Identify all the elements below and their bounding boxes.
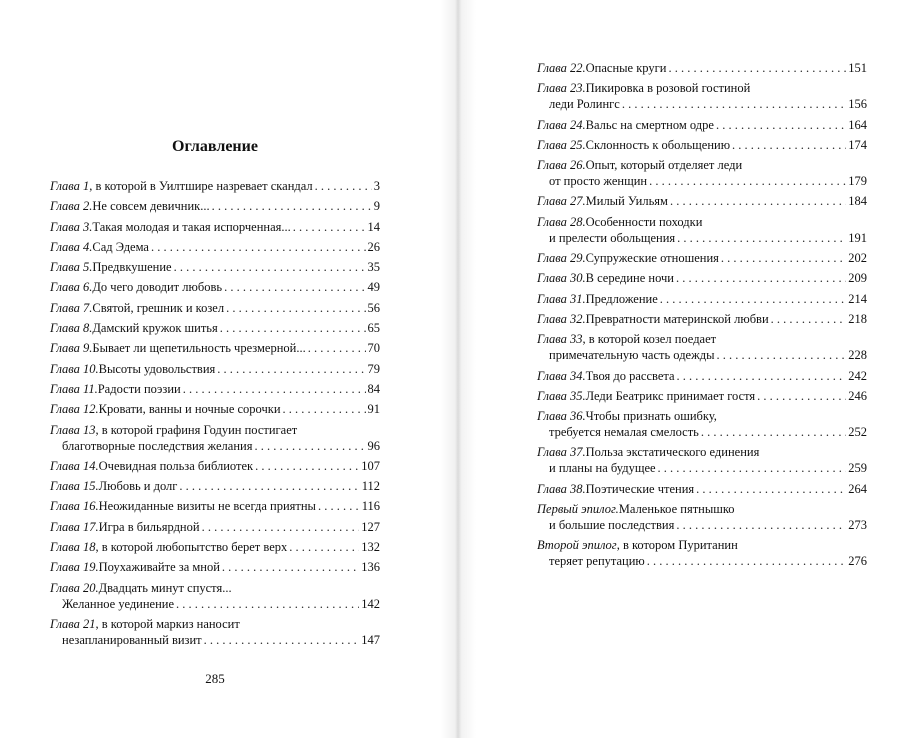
toc-entry — [537, 388, 867, 404]
dot-leader — [255, 458, 359, 474]
toc-entry-line — [50, 596, 380, 612]
dot-leader — [318, 498, 360, 514]
toc-entry-line — [537, 331, 867, 347]
chapter-page-number: 65 — [367, 321, 380, 336]
chapter-page-number: 136 — [361, 560, 380, 575]
chapter-label: Глава 13 — [50, 422, 96, 437]
toc-entry-line — [537, 291, 867, 307]
toc-entry-line — [537, 537, 867, 553]
dot-leader — [658, 460, 847, 476]
chapter-page-number: 179 — [848, 174, 867, 189]
chapter-label: Глава 21 — [50, 616, 96, 631]
dot-leader — [757, 388, 846, 404]
chapter-label: Глава 9. — [50, 341, 93, 356]
toc-entry-line — [50, 438, 380, 454]
toc-entry-line — [50, 259, 380, 275]
chapter-title: , в которой любопытство берет верх — [95, 540, 288, 555]
toc-entry — [537, 250, 867, 266]
toc-entry-line — [50, 632, 380, 648]
chapter-label: Глава 23. — [537, 81, 586, 96]
chapter-page-number: 132 — [361, 540, 380, 555]
toc-entry — [50, 498, 380, 514]
chapter-label: Глава 33 — [537, 332, 583, 347]
chapter-page-number: 112 — [361, 479, 380, 494]
chapter-label: Первый эпилог. — [537, 502, 619, 517]
chapter-title: , в которой козел поедает — [582, 332, 717, 347]
dot-leader — [622, 96, 846, 112]
toc-entry-line — [537, 96, 867, 112]
toc-list-left — [50, 178, 380, 652]
dot-leader — [283, 401, 366, 417]
chapter-title: , в котором Пуританин — [616, 538, 738, 553]
toc-entry — [537, 311, 867, 327]
dot-leader — [771, 311, 847, 327]
toc-entry-line — [537, 481, 867, 497]
chapter-title: Опасные круги — [585, 61, 667, 75]
chapter-title: Вальс на смертном одре — [585, 117, 714, 132]
toc-entry — [50, 559, 380, 575]
chapter-title: от просто женщин — [549, 174, 648, 189]
toc-entry — [537, 501, 867, 533]
chapter-title: Чтобы признать ошибку, — [585, 409, 717, 424]
toc-entry-line — [50, 279, 380, 295]
dot-leader — [670, 193, 846, 209]
chapter-page-number: 228 — [848, 348, 867, 363]
chapter-title: теряет репутацию — [549, 554, 645, 569]
chapter-title: Неожиданные визиты не всегда приятны — [98, 499, 316, 514]
chapter-label: Глава 32. — [537, 311, 586, 326]
chapter-label: Глава 28. — [537, 214, 586, 229]
chapter-title: Предвкушение — [92, 260, 172, 275]
chapter-page-number: 147 — [361, 632, 380, 647]
dot-leader — [224, 279, 365, 295]
chapter-title: и планы на будущее — [549, 461, 656, 476]
chapter-page-number: 70 — [367, 341, 380, 356]
chapter-page-number: 35 — [367, 260, 380, 275]
chapter-title: Леди Беатрикс принимает гостя — [585, 388, 756, 403]
chapter-label: Глава 4. — [50, 239, 93, 254]
toc-entry-line — [50, 219, 380, 235]
toc-entry — [50, 219, 380, 235]
toc-entry-line — [537, 388, 867, 404]
toc-entry — [50, 478, 380, 494]
chapter-page-number: 209 — [848, 271, 867, 286]
chapter-page-number: 142 — [361, 596, 380, 611]
toc-entry — [50, 519, 380, 535]
dot-leader — [308, 340, 366, 356]
toc-entry — [537, 80, 867, 112]
chapter-page-number: 84 — [367, 381, 380, 396]
toc-entry-line — [50, 320, 380, 336]
chapter-title: требуется немалая смелость — [549, 425, 699, 440]
dot-leader — [151, 239, 366, 255]
chapter-label: Глава 37. — [537, 445, 586, 460]
toc-entry — [50, 458, 380, 474]
chapter-label: Глава 31. — [537, 291, 586, 306]
chapter-label: Глава 18 — [50, 540, 96, 555]
toc-entry-line — [537, 157, 867, 173]
chapter-label: Глава 6. — [50, 280, 93, 295]
chapter-title: Поэтические чтения — [585, 481, 695, 496]
chapter-title: Польза экстатического единения — [585, 445, 760, 460]
toc-entry-line — [537, 408, 867, 424]
chapter-label: Глава 7. — [50, 300, 93, 315]
toc-entry-line — [537, 60, 867, 76]
chapter-page-number: 276 — [848, 554, 867, 569]
toc-entry-line — [537, 250, 867, 266]
chapter-page-number: 96 — [367, 438, 380, 453]
chapter-page-number: 242 — [848, 368, 867, 383]
chapter-page-number: 116 — [361, 499, 380, 514]
toc-entry-line — [537, 368, 867, 384]
chapter-title: леди Ролингс — [549, 97, 620, 112]
dot-leader — [676, 270, 846, 286]
chapter-label: Глава 11. — [50, 381, 98, 396]
chapter-label: Глава 19. — [50, 560, 99, 575]
chapter-label: Глава 1 — [50, 179, 90, 193]
page-number: 285 — [205, 671, 225, 686]
chapter-page-number: 79 — [367, 361, 380, 376]
dot-leader — [212, 198, 372, 214]
chapter-page-number: 184 — [848, 194, 867, 209]
toc-list-right — [537, 60, 867, 574]
chapter-label: Глава 15. — [50, 479, 99, 494]
toc-entry-line — [50, 519, 380, 535]
toc-entry-line — [537, 270, 867, 286]
chapter-title: Радости поэзии — [97, 381, 181, 396]
chapter-label: Глава 20. — [50, 580, 99, 595]
dot-leader — [701, 424, 846, 440]
toc-entry — [50, 401, 380, 417]
toc-entry-line — [537, 214, 867, 230]
chapter-page-number: 259 — [848, 461, 867, 476]
toc-entry-line — [537, 424, 867, 440]
toc-entry — [537, 117, 867, 133]
chapter-label: Глава 24. — [537, 117, 586, 132]
toc-entry-line — [50, 401, 380, 417]
toc-entry-line — [537, 137, 867, 153]
chapter-page-number: 264 — [848, 481, 867, 496]
dot-leader — [649, 173, 846, 189]
toc-entry — [50, 422, 380, 454]
chapter-title: Предложение — [585, 291, 658, 306]
chapter-label: Глава 5. — [50, 260, 93, 275]
toc-entry — [537, 270, 867, 286]
chapter-label: Глава 10. — [50, 361, 99, 376]
toc-entry-line — [50, 239, 380, 255]
toc-entry — [537, 481, 867, 497]
toc-entry — [537, 368, 867, 384]
toc-entry-line — [537, 517, 867, 533]
chapter-page-number: 14 — [367, 219, 380, 234]
toc-entry-line — [537, 193, 867, 209]
chapter-page-number: 91 — [367, 402, 380, 417]
toc-entry-line — [50, 458, 380, 474]
chapter-title: Дамский кружок шитья — [92, 321, 218, 336]
toc-entry — [537, 291, 867, 307]
toc-entry — [50, 198, 380, 214]
chapter-label: Глава 35. — [537, 388, 586, 403]
chapter-page-number: 246 — [848, 388, 867, 403]
dot-leader — [716, 117, 846, 133]
toc-entry — [537, 444, 867, 476]
dot-leader — [183, 381, 366, 397]
chapter-label: Второй эпилог — [537, 538, 617, 553]
toc-entry — [537, 537, 867, 569]
chapter-label: Глава 14. — [50, 458, 99, 473]
chapter-page-number: 202 — [848, 251, 867, 266]
dot-leader — [315, 178, 372, 194]
chapter-label: Глава 17. — [50, 519, 99, 534]
chapter-label: Глава 16. — [50, 499, 99, 514]
chapter-label: Глава 25. — [537, 137, 586, 152]
toc-entry-line — [537, 117, 867, 133]
chapter-label: Глава 3. — [50, 219, 93, 234]
toc-entry-line — [50, 381, 380, 397]
dot-leader — [677, 368, 847, 384]
chapter-title: Любовь и долг — [98, 479, 178, 494]
toc-entry-line — [537, 173, 867, 189]
chapter-title: Опыт, который отделяет леди — [585, 158, 743, 173]
toc-entry — [50, 539, 380, 555]
chapter-page-number: 191 — [848, 230, 867, 245]
chapter-page-number: 156 — [848, 97, 867, 112]
dot-leader — [179, 478, 359, 494]
chapter-title: Превратности материнской любви — [585, 311, 769, 326]
toc-entry — [50, 580, 380, 612]
chapter-title: Двадцать минут спустя... — [98, 580, 232, 595]
toc-entry — [537, 193, 867, 209]
chapter-title: Пикировка в розовой гостиной — [585, 81, 751, 96]
chapter-title: благотворные последствия желания — [62, 438, 253, 453]
chapter-title: Твоя до рассвета — [585, 368, 675, 383]
chapter-title: Маленькое пятнышко — [618, 502, 735, 517]
chapter-page-number: 3 — [373, 179, 380, 193]
toc-entry-line — [50, 539, 380, 555]
chapter-title: Кровати, ванны и ночные сорочки — [98, 402, 281, 417]
chapter-title: , в которой графиня Годуин постигает — [95, 422, 298, 437]
toc-entry-line — [537, 80, 867, 96]
toc-entry-line — [50, 178, 380, 194]
chapter-page-number: 151 — [848, 61, 867, 75]
dot-leader — [289, 539, 359, 555]
chapter-page-number: 252 — [848, 425, 867, 440]
chapter-title: Сад Эдема — [92, 239, 149, 254]
toc-entry — [537, 408, 867, 440]
chapter-title: Особенности походки — [585, 214, 703, 229]
toc-entry — [50, 239, 380, 255]
chapter-title: и большие последствия — [549, 518, 675, 533]
toc-entry-line — [50, 478, 380, 494]
chapter-title: Такая молодая и такая испорченная... — [92, 219, 291, 234]
toc-entry-line — [537, 347, 867, 363]
toc-entry — [537, 214, 867, 246]
chapter-title: Бывает ли щепетильность чрезмерной... — [92, 341, 306, 356]
dot-leader — [696, 481, 846, 497]
toc-entry — [50, 340, 380, 356]
dot-leader — [204, 632, 360, 648]
toc-entry-line — [50, 498, 380, 514]
chapter-title: Поухаживайте за мной — [98, 560, 220, 575]
chapter-page-number: 107 — [361, 458, 380, 473]
chapter-page-number: 174 — [848, 137, 867, 152]
dot-leader — [176, 596, 359, 612]
chapter-label: Глава 30. — [537, 271, 586, 286]
chapter-title: Не совсем девичник... — [92, 199, 210, 214]
chapter-title: До чего доводит любовь — [92, 280, 223, 295]
chapter-title: Высоты удовольствия — [98, 361, 216, 376]
dot-leader — [174, 259, 366, 275]
chapter-title: , в которой маркиз наносит — [95, 616, 240, 631]
toc-entry-line — [50, 616, 380, 632]
toc-entry — [50, 259, 380, 275]
toc-entry — [50, 300, 380, 316]
chapter-title: незапланированный визит — [62, 632, 202, 647]
chapter-label: Глава 38. — [537, 481, 586, 496]
chapter-page-number: 49 — [367, 280, 380, 295]
chapter-label: Глава 22. — [537, 61, 586, 75]
chapter-title: Очевидная польза библиотек — [98, 458, 254, 473]
chapter-label: Глава 27. — [537, 194, 586, 209]
toc-entry-line — [50, 559, 380, 575]
chapter-label: Глава 29. — [537, 251, 586, 266]
toc-entry-line — [537, 230, 867, 246]
toc-entry — [50, 320, 380, 336]
toc-entry-line — [537, 501, 867, 517]
toc-entry — [50, 616, 380, 648]
chapter-label: Глава 26. — [537, 158, 586, 173]
toc-entry-line — [50, 198, 380, 214]
toc-entry — [537, 157, 867, 189]
chapter-page-number: 214 — [848, 291, 867, 306]
chapter-title: Игра в бильярдной — [98, 519, 200, 534]
dot-leader — [717, 347, 847, 363]
toc-entry-line — [50, 580, 380, 596]
chapter-label: Глава 34. — [537, 368, 586, 383]
dot-leader — [217, 361, 365, 377]
dot-leader — [676, 517, 846, 533]
chapter-title: Милый Уильям — [585, 194, 668, 209]
chapter-title: , в которой в Уилтшире назревает скандал — [89, 179, 313, 193]
dot-leader — [226, 300, 365, 316]
dot-leader — [202, 519, 360, 535]
dot-leader — [220, 320, 366, 336]
dot-leader — [293, 219, 366, 235]
toc-entry — [537, 331, 867, 363]
chapter-page-number: 9 — [373, 199, 380, 214]
toc-entry — [50, 279, 380, 295]
dot-leader — [668, 60, 846, 76]
toc-entry — [50, 361, 380, 377]
chapter-label: Глава 8. — [50, 321, 93, 336]
chapter-label: Глава 12. — [50, 402, 99, 417]
chapter-title: Супружеские отношения — [585, 251, 719, 266]
toc-entry — [50, 381, 380, 397]
dot-leader — [732, 137, 846, 153]
toc-entry-line — [50, 300, 380, 316]
toc-entry-line — [537, 553, 867, 569]
dot-leader — [677, 230, 846, 246]
dot-leader — [660, 291, 846, 307]
chapter-page-number: 56 — [367, 300, 380, 315]
dot-leader — [721, 250, 846, 266]
toc-entry-line — [50, 340, 380, 356]
chapter-page-number: 273 — [848, 518, 867, 533]
chapter-label: Глава 2. — [50, 199, 93, 214]
toc-title: Оглавление — [172, 138, 258, 155]
toc-entry — [50, 178, 380, 194]
toc-entry-line — [537, 460, 867, 476]
toc-entry — [537, 60, 867, 76]
chapter-page-number: 164 — [848, 117, 867, 132]
dot-leader — [647, 553, 846, 569]
toc-entry — [537, 137, 867, 153]
book-gutter-shadow — [440, 0, 476, 738]
chapter-page-number: 26 — [367, 239, 380, 254]
toc-entry-line — [50, 422, 380, 438]
chapter-label: Глава 36. — [537, 409, 586, 424]
chapter-page-number: 218 — [848, 311, 867, 326]
toc-entry-line — [537, 444, 867, 460]
dot-leader — [254, 438, 365, 454]
toc-entry-line — [537, 311, 867, 327]
dot-leader — [222, 559, 359, 575]
chapter-title: Святой, грешник и козел — [92, 300, 225, 315]
toc-entry-line — [50, 361, 380, 377]
chapter-page-number: 127 — [361, 519, 380, 534]
chapter-title: Склонность к обольщению — [585, 137, 731, 152]
chapter-title: Желанное уединение — [62, 596, 175, 611]
chapter-title: и прелести обольщения — [549, 230, 676, 245]
chapter-title: примечательную часть одежды — [549, 348, 715, 363]
chapter-title: В середине ночи — [585, 271, 674, 286]
